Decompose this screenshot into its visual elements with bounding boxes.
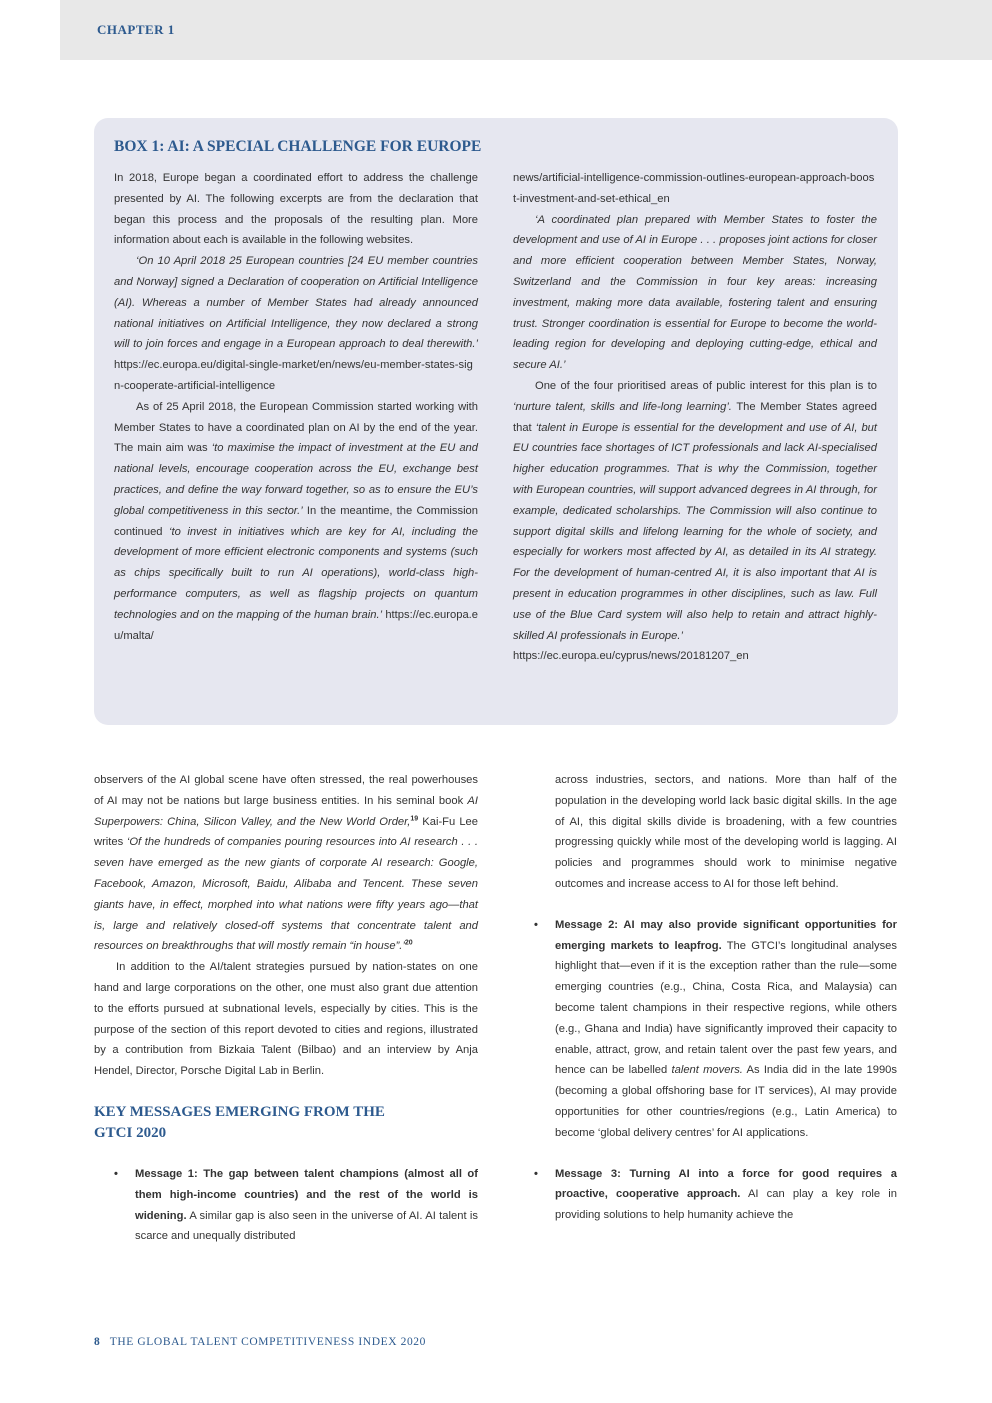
observers-text-b: Kai-Fu Lee writes (94, 815, 478, 849)
book-title: AI Superpowers: China, Silicon Valley, and the New World Order, (94, 794, 478, 828)
page-footer (94, 1336, 426, 1348)
key-messages-heading-line-1: KEY MESSAGES EMERGING FROM THE (94, 1103, 385, 1120)
message-2-title: Message 2: AI may also provide significant opportunities for emerging markets to leapfrog. (555, 918, 897, 952)
message-2-item (534, 915, 897, 1144)
message-3-item (534, 1164, 897, 1226)
observers-paragraph (94, 770, 478, 957)
main-right-column (534, 770, 897, 1226)
key-messages-heading-line-2: GTCI 2020 (94, 1124, 167, 1141)
plan-quote-2: ‘to invest in initiatives which are key for AI, including the development of more efficient electronic components and systems (such as chips specifically built to run AI operations), world-class high-performance computers, as well as flagship projects on quantum technologies and on the mapping of the human brain.’ (114, 525, 478, 621)
declaration-quote: ‘On 10 April 2018 25 European countries [24 EU member countries and Norway] signed a Declaration of cooperation on Artificial Intelligence (AI). Whereas a number of Member States had already announced national initiatives on Artificial Intelligence, they now declared a strong will to join forces and engage in a European approach to deal therewith.’ (114, 255, 478, 351)
spacer (534, 895, 897, 915)
malta-link-continued[interactable]: news/artificial-intelligence-commission-outlines-european-approach-boost-investment-and-set-ethical_en (513, 172, 875, 205)
chapter-label: CHAPTER 1 (97, 22, 175, 37)
talent-movers-term: talent movers. (671, 1064, 743, 1077)
box-left-column (114, 168, 478, 646)
plan-quote-1: ‘to maximise the impact of investment at the EU and national levels, encourage cooperation across the EU, exchange best practices, and define the way forward together, so as to ensure the EU’s global competitiveness in this sector.’ (114, 442, 478, 517)
footnote-19[interactable]: 19 (410, 814, 419, 822)
plan-text-a: As of 25 April 2018, the European Commission started working with Member States to have a coordinated plan on AI by the end of the year. The main aim was (114, 400, 478, 455)
message-1-item (114, 1164, 478, 1247)
spacer (534, 1144, 897, 1164)
message-2-text-b: As India did in the late 1990s (becoming a global offshoring base for IT services), AI may provide opportunities for other countries/regions (e.g., Latin America) to become ‘global delivery centres’ for AI applications. (555, 1064, 897, 1139)
box-declaration-paragraph (114, 251, 478, 397)
box-title: BOX 1: AI: A SPECIAL CHALLENGE FOR EUROPE (114, 138, 482, 155)
kai-fu-lee-quote: ‘Of the hundreds of companies pouring resources into AI research . . . seven have emerged as the new giants of corporate AI research: Google, Facebook, Amazon, Microsoft, Baidu, Alibaba and Tencent. These seven giants have, in effect, morphed into what nations were fifty years ago—that is, large and relatively closed-off systems that concentrate talent and resources on breakthroughs that will mostly remain “in house”.’ (94, 836, 478, 953)
bullet-marker: • (534, 1167, 538, 1180)
coordinated-plan-quote: ‘A coordinated plan prepared with Member States to foster the development and use of AI in Europe . . . proposes joint actions for closer and more efficient cooperation between Member States, Norway, Switzerland and the Commission in four key areas: increasing investment, making more data available, fostering talent and ensuring trust. Stronger coordination is essential for Europe to become the world-leading region for developing and deploying cutting-edge, ethical and secure AI.’ (513, 213, 877, 372)
declaration-link[interactable]: https://ec.europa.eu/digital-single-market/en/news/eu-member-states-sign-cooperate-artificial-intelligence (114, 359, 473, 392)
box-intro-paragraph: In 2018, Europe began a coordinated effort to address the challenge presented by AI. The following excerpts are from the declaration that began this process and the proposals of the resulting plan. More information about each is available in the following websites. (114, 172, 478, 247)
main-left-column (94, 770, 478, 1247)
message-1-continued: across industries, sectors, and nations. More than half of the population in the developing world lack basic digital skills. In the age of AI, this digital skills divide is broadening, with a few countries progressing quickly while most of the developing world is lagging. AI policies and programmes should work to minimise negative outcomes and increase access to AI for those left behind. (555, 774, 897, 890)
priority-quote-2: ‘talent in Europe is essential for the development and use of AI, but EU countries face shortages of ICT professionals and lack AI-specialised higher education programmes. That is why the Commission, together with European countries, will support advanced degrees in AI through, for example, dedicated scholarships. The Commission will also continue to support digital skills and lifelong learning for the whole of society, and especially for workers most affected by AI, as detailed in its AI strategy. For the development of human-centred AI, it is also important that AI is present in education programmes in other disciplines, such as law. Full use of the Blue Card system will also help to retain and attract highly-skilled AI professionals in Europe.’ (513, 421, 878, 642)
header-band (60, 0, 992, 60)
cyprus-link[interactable]: https://ec.europa.eu/cyprus/news/20181207_en (513, 650, 749, 663)
bullet-marker: • (114, 1167, 118, 1180)
priority-text-a: One of the four prioritised areas of public interest for this plan is to (535, 379, 877, 392)
footnote-20[interactable]: 20 (404, 939, 413, 947)
message-3-title: Message 3: Turning AI into a force for good requires a proactive, cooperative approach. (555, 1167, 897, 1201)
coordinated-plan-paragraph (513, 210, 877, 376)
publication-title: THE GLOBAL TALENT COMPETITIVENESS INDEX 2020 (109, 1336, 427, 1348)
message-1-text: A similar gap is also seen in the universe of AI. AI talent is scarce and unequally distributed (135, 1209, 478, 1243)
message-3-text: AI can play a key role in providing solutions to help humanity achieve the (555, 1188, 897, 1222)
page-number: 8 (94, 1336, 100, 1348)
bullet-marker: • (534, 918, 538, 931)
box-right-column (513, 168, 877, 667)
priority-quote-1: ‘nurture talent, skills and life-long learning’. (513, 400, 732, 413)
box-plan-paragraph (114, 397, 478, 647)
message-2-text-a: The GTCI’s longitudinal analyses highlight that—even if it is the exception rather than the rule—some emerging countries (e.g., China, Costa Rica, and Malaysia) can become talent champions in their respective regions, while others (e.g., Ghana and India) have significantly improved their capacity to enable, attract, grow, and retain talent over the past few years, and hence can be labelled (555, 939, 897, 1077)
key-messages-heading (94, 1102, 478, 1144)
message-1-title: Message 1: The gap between talent champions (almost all of them high-income countries) and the rest of the world is widening. (135, 1167, 478, 1222)
priority-areas-paragraph (513, 376, 877, 646)
malta-link[interactable]: https://ec.europa.eu/malta/ (114, 608, 478, 642)
priority-text-b: The Member States agreed that (513, 400, 877, 434)
observers-text-a: observers of the AI global scene have often stressed, the real powerhouses of AI may not be nations but large business entities. In his seminal book (94, 774, 478, 807)
plan-text-b: In the meantime, the Commission continued (114, 504, 478, 538)
subnational-paragraph: In addition to the AI/talent strategies pursued by nation-states on one hand and large corporations on the other, one must also grant due attention to the efforts pursued at subnational levels, especially by cities. This is the purpose of the section of this report devoted to cities and regions, illustrated by a contribution from Bizkaia Talent (Bilbao) and an interview by Anja Hendel, Director, Porsche Digital Lab in Berlin. (94, 961, 478, 1078)
